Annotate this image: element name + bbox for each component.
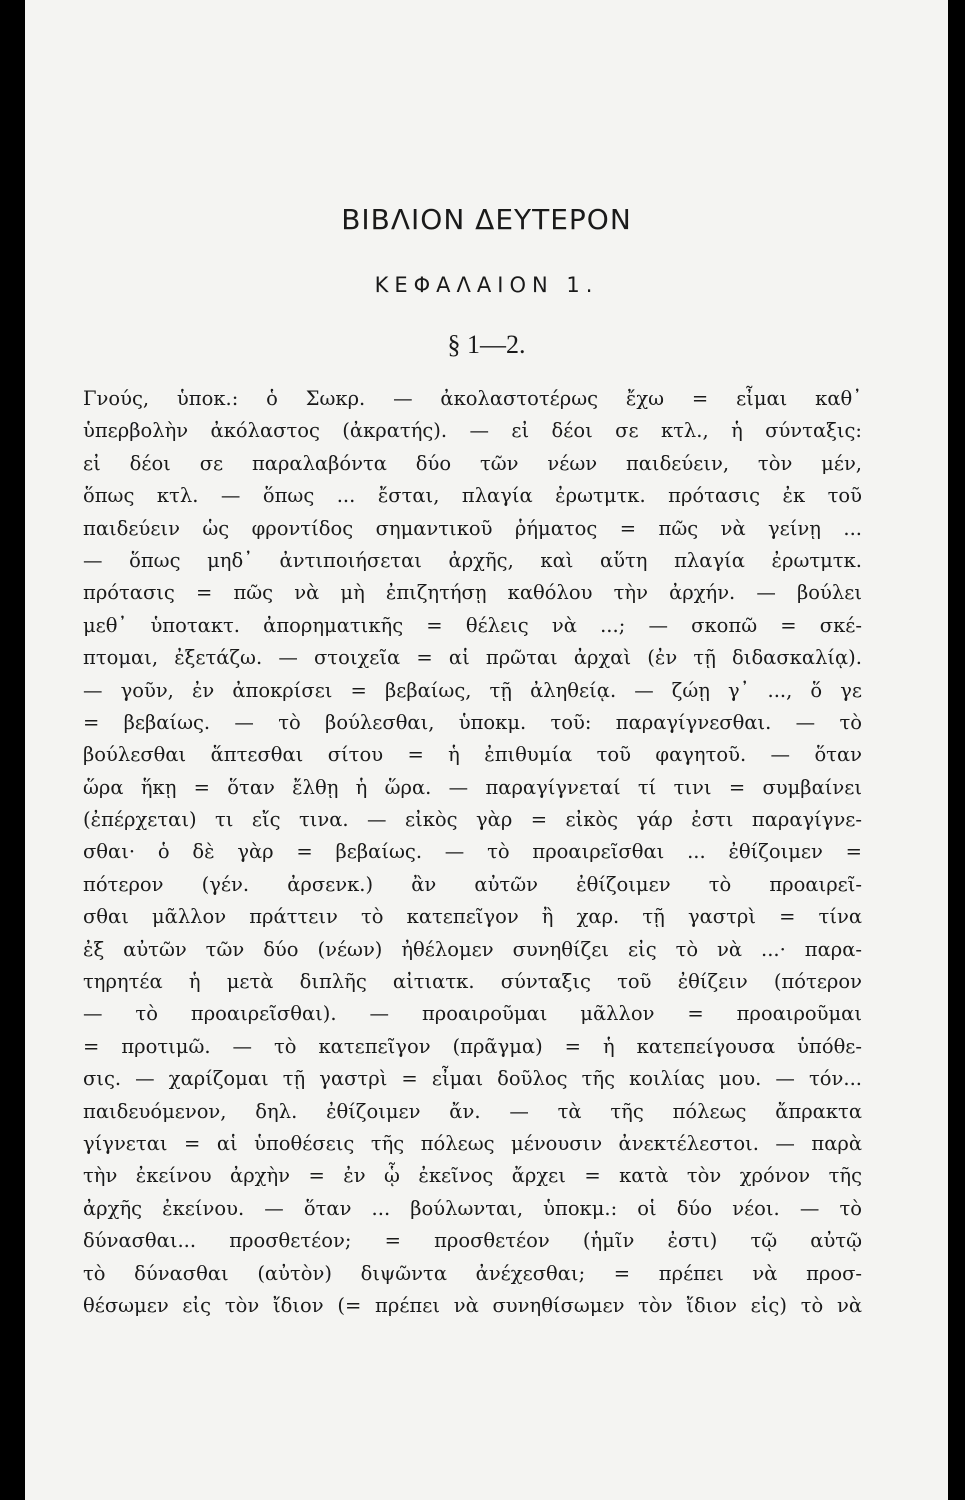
book-page — [25, 0, 948, 1500]
text-line: πότερον (γέν. ἀρσενκ.) ἂν αὐτῶν ἐθίζοιμεν τὸ προαιρεῖ- — [83, 872, 862, 896]
text-line: γίγνεται = αἱ ὑποθέσεις τῆς πόλεως μένουσιν ἀνεκτέλεστοι. — παρὰ — [83, 1131, 862, 1155]
text-line: τὸ δύνασθαι (αὐτὸν) διψῶντα ἀνέχεσθαι; = πρέπει νὰ προσ- — [83, 1261, 862, 1285]
text-line: πρότασις = πῶς νὰ μὴ ἐπιζητήσῃ καθόλου τὴν ἀρχήν. — βούλει — [83, 581, 862, 605]
text-line: παιδεύειν ὡς φροντίδος σημαντικοῦ ῥήματος = πῶς νὰ γείνῃ ... — [83, 516, 862, 540]
text-line: = προτιμῶ. — τὸ κατεπεῖγον (πρᾶγμα) = ἡ κατεπείγουσα ὑπόθε- — [83, 1034, 862, 1058]
text-line: ὅπως κτλ. — ὅπως ... ἔσται, πλαγία ἐρωτμτκ. πρότασις ἐκ τοῦ — [83, 484, 862, 508]
text-line: — ὅπως μηδ᾽ ἀντιποιήσεται ἀρχῆς, καὶ αὕτη πλαγία ἐρωτμτκ. — [83, 548, 862, 572]
text-line: εἰ δέοι σε παραλαβόντα δύο τῶν νέων παιδεύειν, τὸν μέν, — [83, 451, 862, 475]
text-line: — τὸ προαιρεῖσθαι). — προαιροῦμαι μᾶλλον = προαιροῦμαι — [83, 1002, 862, 1026]
text-line: βούλεσθαι ἅπτεσθαι σίτου = ἡ ἐπιθυμία τοῦ φαγητοῦ. — ὅταν — [83, 743, 862, 767]
text-line: πτομαι, ἐξετάζω. — στοιχεῖα = αἱ πρῶται ἀρχαὶ (ἐν τῇ διδασκαλίᾳ). — [83, 646, 862, 670]
text-line: θέσωμεν εἰς τὸν ἴδιον (= πρέπει νὰ συνηθίσωμεν τὸν ἴδιον εἰς) τὸ νὰ — [83, 1293, 862, 1317]
text-line: — γοῦν, ἐν ἀποκρίσει = βεβαίως, τῇ ἀληθείᾳ. — ζώῃ γ᾽ ..., ὅ γε — [83, 678, 862, 702]
text-line: τὴν ἐκείνου ἀρχὴν = ἐν ᾧ ἐκεῖνος ἄρχει = κατὰ τὸν χρόνον τῆς — [83, 1164, 862, 1188]
text-line: μεθ᾽ ὑποτακτ. ἀπορηματικῆς = θέλεις νὰ ...; — σκοπῶ = σκέ- — [83, 613, 862, 637]
commentary-text — [83, 383, 862, 1322]
text-line: (ἐπέρχεται) τι εἴς τινα. — εἰκὸς γὰρ = εἰκὸς γάρ ἐστι παραγίγνε- — [83, 808, 862, 832]
text-line: = βεβαίως. — τὸ βούλεσθαι, ὑποκμ. τοῦ: παραγίγνεσθαι. — τὸ — [83, 710, 862, 734]
text-line: ἀρχῆς ἐκείνου. — ὅταν ... βούλωνται, ὑποκμ.: οἱ δύο νέοι. — τὸ — [83, 1196, 862, 1220]
text-line: δύνασθαι... προσθετέον; = προσθετέον (ἡμῖν ἐστι) τῷ αὐτῷ — [83, 1229, 862, 1253]
text-line: τηρητέα ἡ μετὰ διπλῆς αἰτιατκ. σύνταξις τοῦ ἐθίζειν (πότερον — [83, 970, 862, 994]
text-line: παιδευόμενον, δηλ. ἐθίζοιμεν ἄν. — τὰ τῆς πόλεως ἄπρακτα — [83, 1099, 862, 1123]
text-line: σθαι· ὁ δὲ γὰρ = βεβαίως. — τὸ προαιρεῖσθαι ... ἐθίζοιμεν = — [83, 840, 862, 864]
text-line: σθαι μᾶλλον πράττειν τὸ κατεπεῖγον ἢ χαρ. τῇ γαστρὶ = τίνα — [83, 905, 862, 929]
section-number: § 1—2. — [447, 330, 526, 359]
chapter-title: ΚΕΦΑΛΑΙΟΝ 1. — [374, 273, 599, 297]
book-title: ΒΙΒΛΙΟΝ ΔΕΥΤΕΡΟΝ — [341, 203, 632, 236]
text-line: σις. — χαρίζομαι τῇ γαστρὶ = εἶμαι δοῦλος τῆς κοιλίας μου. — τόν... — [83, 1067, 862, 1091]
text-line: ὥρα ἥκῃ = ὅταν ἔλθῃ ἡ ὥρα. — παραγίγνεταί τί τινι = συμβαίνει — [83, 775, 862, 799]
text-line: Γνούς, ὑποκ.: ὁ Σωκρ. — ἀκολαστοτέρως ἔχω = εἶμαι καθ᾽ — [83, 387, 862, 410]
text-line: ἐξ αὐτῶν τῶν δύο (νέων) ἠθέλομεν συνηθίζει εἰς τὸ νὰ ...· παρα- — [83, 937, 862, 961]
text-line: ὑπερβολὴν ἀκόλαστος (ἀκρατής). — εἰ δέοι σε κτλ., ἡ σύνταξις: — [83, 419, 862, 443]
